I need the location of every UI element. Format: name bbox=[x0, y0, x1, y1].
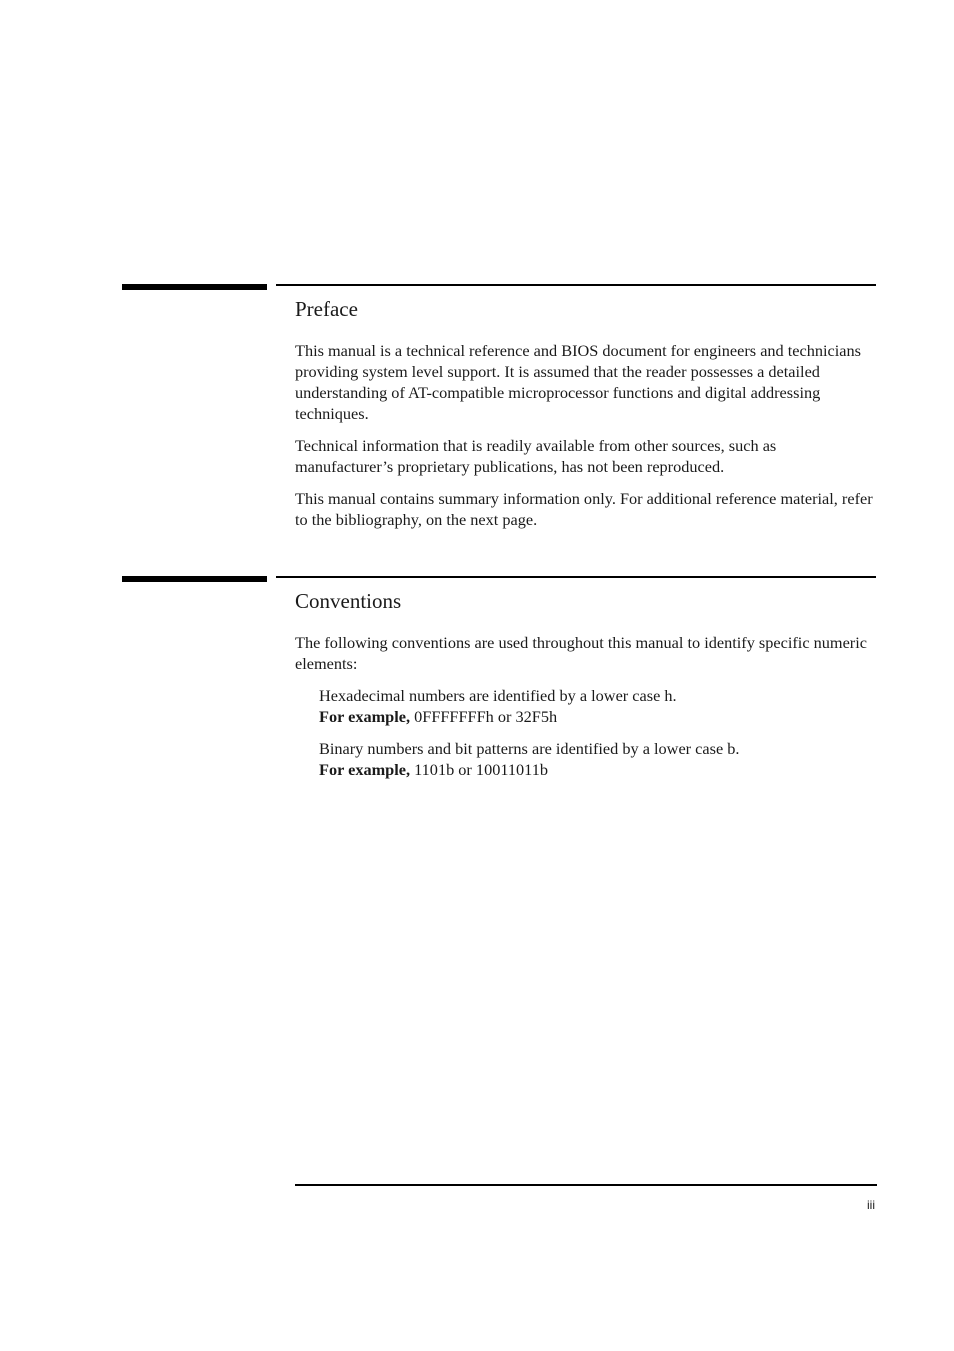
preface-paragraph: This manual contains summary information only. For additional reference material, refer to the bibliography, on the next page. bbox=[295, 489, 873, 529]
preface-paragraph: Technical information that is readily available from other sources, such as manufacturer’s proprietary publications, has not been reproduced. bbox=[295, 436, 777, 476]
example-label: For example, bbox=[319, 760, 411, 779]
conventions-body bbox=[295, 632, 875, 791]
convention-item-hex bbox=[319, 685, 875, 727]
preface-thin-rule bbox=[276, 284, 876, 286]
preface-paragraph: This manual is a technical reference and BIOS document for engineers and technicians providing system level support. It is assumed that the reader possesses a detailed understanding of AT-compatible microprocessor functions and digital addressing techniques. bbox=[295, 341, 862, 423]
preface-thick-rule bbox=[122, 284, 267, 290]
convention-item-binary bbox=[319, 738, 875, 780]
page-number: iii bbox=[867, 1198, 875, 1212]
preface-body bbox=[295, 340, 875, 541]
footer-rule bbox=[295, 1184, 877, 1186]
convention-example bbox=[319, 759, 875, 780]
conventions-title: Conventions bbox=[295, 589, 402, 613]
convention-text: Hexadecimal numbers are identified by a lower case h. bbox=[319, 686, 677, 705]
example-label: For example, bbox=[319, 707, 411, 726]
conventions-thin-rule bbox=[276, 576, 876, 578]
convention-text: Binary numbers and bit patterns are identified by a lower case b. bbox=[319, 739, 740, 758]
preface-title: Preface bbox=[295, 297, 358, 321]
example-value: 0FFFFFFFh or 32F5h bbox=[414, 707, 558, 726]
example-value: 1101b or 10011011b bbox=[414, 760, 548, 779]
conventions-thick-rule bbox=[122, 576, 267, 582]
conventions-intro: The following conventions are used throughout this manual to identify specific numeric elements: bbox=[295, 633, 867, 673]
convention-example bbox=[319, 706, 875, 727]
